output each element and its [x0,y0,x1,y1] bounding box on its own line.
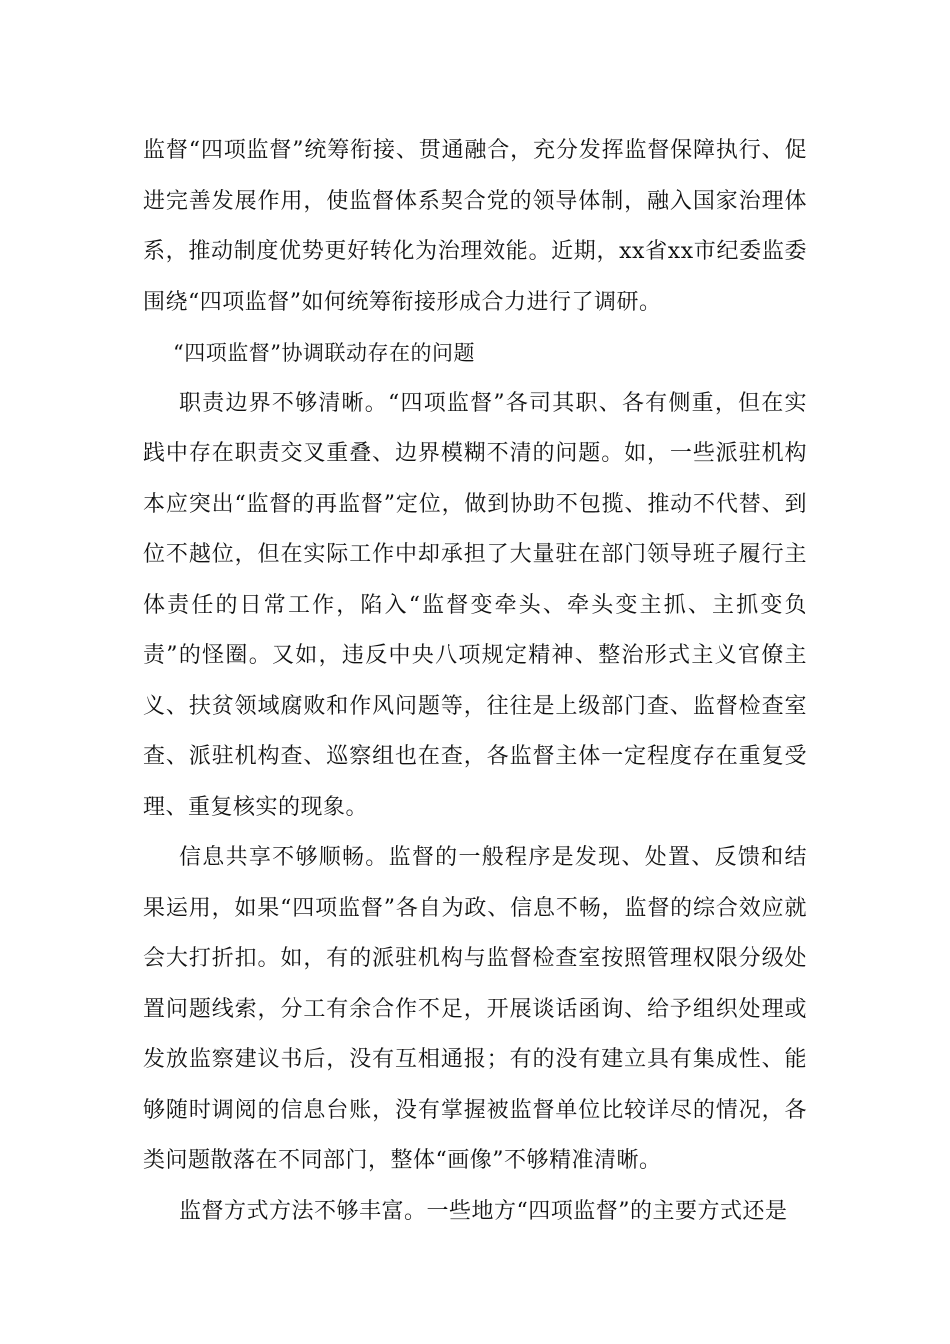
paragraph-info-sharing: 信息共享不够顺畅。监督的一般程序是发现、处置、反馈和结果运用，如果“四项监督”各自为政、信息不畅，监督的综合效应就会大打折扣。如，有的派驻机构与监督检查室按照管理权限分级处置问题线索，分工有余合作不足，开展谈话函询、给予组织处理或发放监察建议书后，没有互相通报；有的没有建立具有集成性、能够随时调阅的信息台账，没有掌握被监督单位比较详尽的情况，各类问题散落在不同部门，整体“画像”不够精准清晰。 [143,845,807,1173]
document-body [143,126,807,1237]
paragraph-intro: 监督“四项监督”统筹衔接、贯通融合，充分发挥监督保障执行、促进完善发展作用，使监督体系契合党的领导体制，融入国家治理体系，推动制度优势更好转化为治理效能。近期，xx省xx市纪委监委围绕“四项监督”如何统筹衔接形成合力进行了调研。 [143,138,807,315]
paragraph-methods: 监督方式方法不够丰富。一些地方“四项监督”的主要方式还是 [179,1198,788,1224]
section-heading: “四项监督”协调联动存在的问题 [173,341,475,365]
paragraph-duty-boundary: 职责边界不够清晰。“四项监督”各司其职、各有侧重，但在实践中存在职责交叉重叠、边界模糊不清的问题。如，一些派驻机构本应突出“监督的再监督”定位，做到协助不包揽、推动不代替、到位不越位，但在实际工作中却承担了大量驻在部门领导班子履行主体责任的日常工作，陷入“监督变牵头、牵头变主抓、主抓变负责”的怪圈。又如，违反中央八项规定精神、整治形式主义官僚主义、扶贫领域腐败和作风问题等，往往是上级部门查、监督检查室查、派驻机构查、巡察组也在查，各监督主体一定程度存在重复受理、重复核实的现象。 [143,390,807,820]
